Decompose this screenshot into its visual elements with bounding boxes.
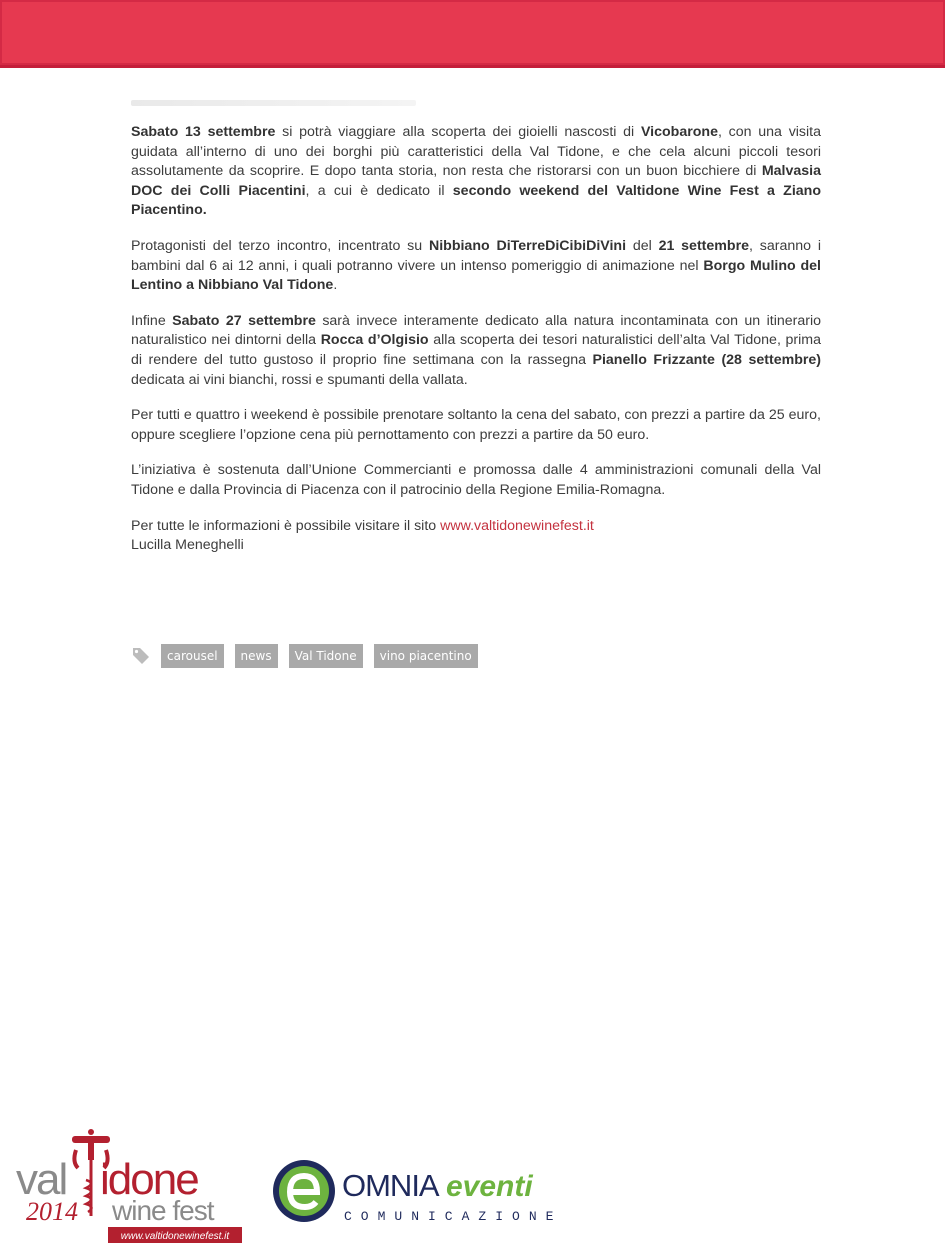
tag-vino-piacentino[interactable]: vino piacentino — [374, 644, 478, 668]
paragraph-5: L’iniziativa è sostenuta dall’Unione Commercianti e promossa dalle 4 amministrazioni comunali della Val Tidone e dalla Provincia di Piacenza con il patrocinio della Regione Emilia-Romagna. — [131, 462, 821, 498]
author-name: Lucilla Meneghelli — [131, 537, 244, 554]
logo-subtitle: wine fest — [112, 1195, 214, 1226]
tag-carousel[interactable]: carousel — [161, 644, 224, 668]
paragraph-info: Per tutte le informazioni è possibile visitare il sito www.valtidonewinefest.it Lucilla Meneghelli — [131, 517, 594, 554]
tag-val-tidone[interactable]: Val Tidone — [289, 644, 363, 668]
omnia-eventi-logo — [272, 1158, 564, 1224]
omnia-word: OMNIA — [342, 1168, 439, 1203]
paragraph-2: Protagonisti del terzo incontro, incentrato su Nibbiano DiTerreDiCibiDiVini del 21 settembre, saranno i bambini dal 6 ai 12 anni, i quali potranno vivere un intenso pomeriggio di animazione nel Borgo Mulino del Lentino a Nibbiano Val Tidone. — [131, 237, 821, 294]
logo-year: 2014 — [26, 1197, 78, 1226]
faded-text-line — [131, 100, 416, 106]
tag-list — [131, 644, 489, 668]
top-banner — [0, 0, 945, 68]
article-body — [131, 123, 821, 572]
logo-word-right: idone — [100, 1155, 198, 1204]
tag-icon — [131, 646, 151, 666]
e-circle-icon — [273, 1160, 335, 1222]
website-link[interactable]: www.valtidonewinefest.it — [440, 517, 594, 534]
eventi-word: eventi — [446, 1170, 533, 1203]
omnia-subtitle: COMUNICAZIONE — [344, 1209, 563, 1224]
valtidone-logo — [14, 1128, 244, 1246]
paragraph-3: Infine Sabato 27 settembre sarà invece interamente dedicato alla natura incontaminata con un itinerario naturalistico nei dintorni della Rocca d’Olgisio alla scoperta dei tesori naturalistici dell’alta Val Tidone, prima di rendere del tutto gustoso il proprio fine settimana con la rassegna Pianello Frizzante (28 settembre) dedicata ai vini bianchi, rossi e spumanti della vallata. — [131, 312, 822, 388]
paragraph-4: Per tutti e quattro i weekend è possibile prenotare soltanto la cena del sabato, con prezzi a partire da 25 euro, oppure scegliere l’opzione cena più pernottamento con prezzi a partire da 50 euro. — [131, 407, 821, 443]
tag-news[interactable]: news — [235, 644, 278, 668]
logo-word-left: val — [16, 1155, 67, 1204]
paragraph-1: Sabato 13 settembre si potrà viaggiare alla scoperta dei gioielli nascosti di Vicobarone, con una visita guidata all’interno di uno dei borghi più caratteristici della Val Tidone, e che cela alcuni piccoli tesori assolutamente da scoprire. E dopo tanta storia, non resta che ristorarsi con un buon bicchiere di Malvasia DOC dei Colli Piacentini, a cui è dedicato il secondo weekend del Valtidone Wine Fest a Ziano Piacentino. — [131, 124, 822, 219]
logo-url: www.valtidonewinefest.it — [120, 1231, 230, 1242]
